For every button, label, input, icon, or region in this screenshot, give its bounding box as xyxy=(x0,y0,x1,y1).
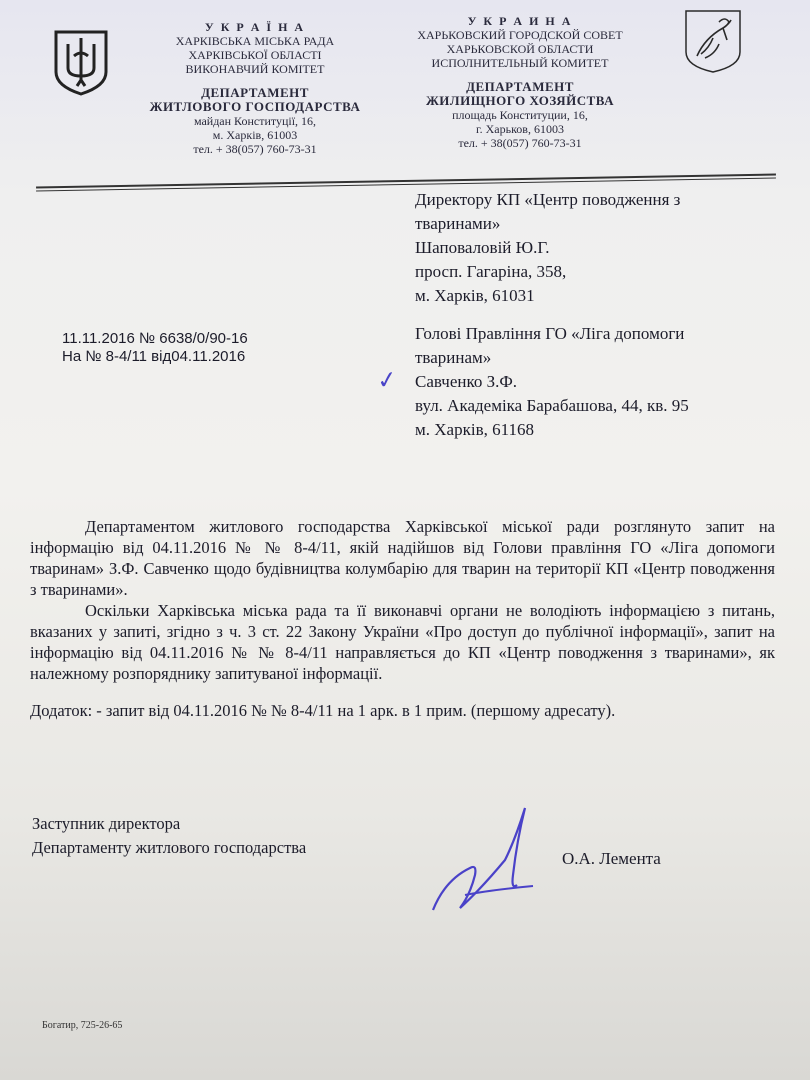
trident-emblem-icon xyxy=(52,28,110,96)
recipient-1-line5: м. Харків, 61031 xyxy=(415,286,535,305)
outgoing-reference xyxy=(62,330,362,366)
header-ua-dept-line1: ДЕПАРТАМЕНТ xyxy=(201,85,309,100)
recipient-1 xyxy=(415,188,795,308)
handwritten-signature xyxy=(425,800,545,920)
attachment-line: Додаток: - запит від 04.11.2016 № № 8-4/11 на 1 арк. в 1 прим. (першому адресату). xyxy=(30,701,616,720)
header-ukrainian xyxy=(130,20,380,156)
header-ru-country: У К Р А И Н А xyxy=(467,14,573,28)
header-ru-dept-line2: ЖИЛИЩНОГО ХОЗЯЙСТВА xyxy=(425,93,615,108)
signatory-title-line1: Заступник директора xyxy=(32,814,181,833)
header-ua-phone: тел. + 38(057) 760-73-31 xyxy=(193,142,317,156)
header-ua-council: ХАРКІВСЬКА МІСЬКА РАДА xyxy=(175,34,335,48)
recipient-1-line4: просп. Гагаріна, 358, xyxy=(415,262,567,281)
header-ua-city: м. Харків, 61003 xyxy=(212,128,298,142)
header-ua-country: У К Р А Ї Н А xyxy=(204,20,306,34)
header-ua-dept-line2: ЖИТЛОВОГО ГОСПОДАРСТВА xyxy=(149,99,361,114)
signatory-title xyxy=(32,812,392,860)
recipient-2-line1: Голові Правління ГО «Ліга допомоги xyxy=(415,324,685,343)
header-ru-address: площадь Конституции, 16, xyxy=(452,108,588,122)
recipient-2 xyxy=(415,322,795,442)
header-ru-region: ХАРЬКОВСКОЙ ОБЛАСТИ xyxy=(446,42,594,56)
signatory-name: О.А. Лемента xyxy=(562,849,661,868)
header-ua-address: майдан Конституції, 16, xyxy=(193,114,317,128)
recipient-2-line3: Савченко З.Ф. xyxy=(415,372,518,391)
header-ua-committee: ВИКОНАВЧИЙ КОМІТЕТ xyxy=(185,62,325,76)
recipient-1-line1: Директору КП «Центр поводження з xyxy=(415,190,681,209)
header-ru-phone: тел. + 38(057) 760-73-31 xyxy=(458,136,582,150)
kharkiv-coat-of-arms-icon xyxy=(683,8,743,74)
recipient-2-line5: м. Харків, 61168 xyxy=(415,420,534,439)
header-ru-committee: ИСПОЛНИТЕЛЬНЫЙ КОМИТЕТ xyxy=(431,56,609,70)
header-ru-city: г. Харьков, 61003 xyxy=(476,122,564,136)
header-divider xyxy=(36,174,776,189)
reference-date-number: 11.11.2016 № 6638/0/90-16 xyxy=(62,330,248,347)
letter-body xyxy=(30,516,775,721)
recipient-1-line2: тваринами» xyxy=(415,214,501,233)
reference-incoming: На № 8-4/11 від04.11.2016 xyxy=(62,348,246,365)
body-paragraph-1: Департаментом житлового господарства Харківської міської ради розглянуто запит на інформацію від 04.11.2016 № № 8-4/11, якій надійшов від Голови правління ГО «Ліга допомоги тваринам» З.Ф. Савченко щодо будівництва колумбарію для тварин на території КП «Центр поводження з тваринами». xyxy=(30,517,775,599)
recipient-2-line4: вул. Академіка Барабашова, 44, кв. 95 xyxy=(415,396,689,415)
signatory-title-line2: Департаменту житлового господарства xyxy=(32,838,307,857)
recipient-2-line2: тваринам» xyxy=(415,348,492,367)
header-russian xyxy=(395,14,645,150)
header-ru-council: ХАРЬКОВСКИЙ ГОРОДСКОЙ СОВЕТ xyxy=(417,28,623,42)
check-mark-icon: ✓ xyxy=(375,364,399,396)
header-ru-dept-line1: ДЕПАРТАМЕНТ xyxy=(466,79,574,94)
body-paragraph-2: Оскільки Харківська міська рада та її виконавчі органи не володіють інформацією з питань, вказаних у запиті, згідно з ч. 3 ст. 22 Закону України «Про доступ до публічної інформації», запит на інформацію від 04.11.2016 № № 8-4/11 направляється до КП «Центр поводження з тваринами», як належному розпоряднику запитуваної інформації. xyxy=(30,601,775,683)
executor-info: Богатир, 725-26-65 xyxy=(42,1020,123,1031)
header-ua-region: ХАРКІВСЬКОЇ ОБЛАСТІ xyxy=(188,48,322,62)
recipient-1-line3: Шаповаловій Ю.Г. xyxy=(415,238,550,257)
